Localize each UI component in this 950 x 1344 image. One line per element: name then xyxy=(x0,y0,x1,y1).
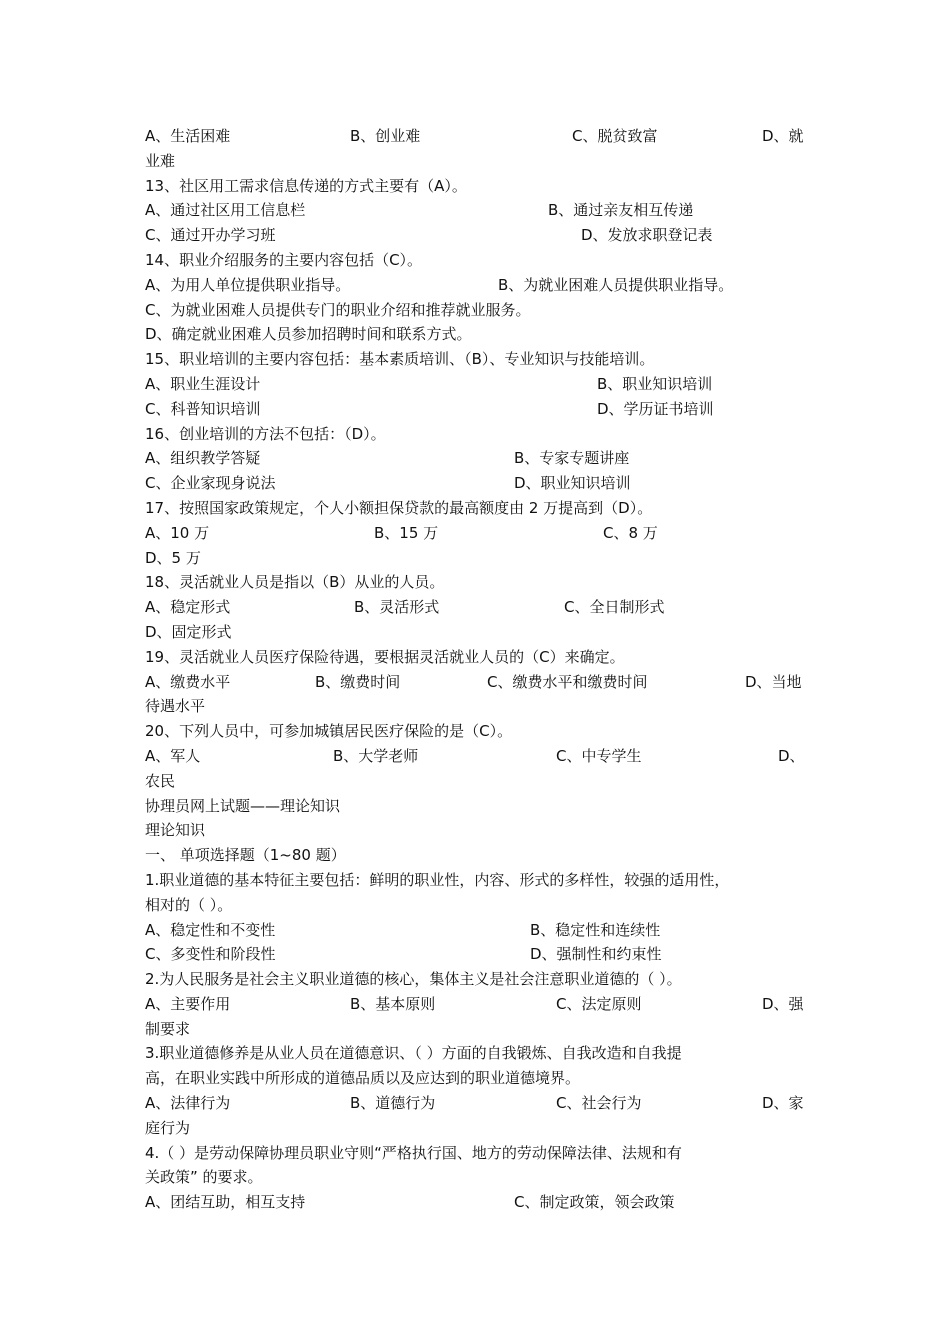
option-text: C、8 万 xyxy=(603,523,658,542)
option-text: A、为用人单位提供职业指导。 xyxy=(145,275,351,294)
option-text: A、团结互助，相互支持 xyxy=(145,1193,306,1212)
option-line xyxy=(145,471,807,496)
option-text: A、缴费水平 xyxy=(145,672,231,691)
line-text: 18、灵活就业人员是指以（B）从业的人员。 xyxy=(145,573,445,592)
text-line xyxy=(145,1017,807,1042)
line-text: 制要求 xyxy=(145,1019,191,1038)
text-line xyxy=(145,719,807,744)
option-line xyxy=(145,521,807,546)
option-line xyxy=(145,918,807,943)
line-text: 1.职业道德的基本特征主要包括：鲜明的职业性，内容、形式的多样性，较强的适用性， xyxy=(145,870,730,889)
option-text: C、通过开办学习班 xyxy=(145,226,276,245)
option-line xyxy=(145,273,807,298)
line-text: D、固定形式 xyxy=(145,622,232,641)
option-text: D、职业知识培训 xyxy=(514,474,631,493)
option-line xyxy=(145,1190,807,1215)
option-text: A、10 万 xyxy=(145,523,210,542)
option-line xyxy=(145,198,807,223)
option-line xyxy=(145,372,807,397)
line-text: 19、灵活就业人员医疗保险待遇，要根据灵活就业人员的（C）来确定。 xyxy=(145,647,625,666)
document-page xyxy=(145,124,807,1215)
option-text: A、稳定性和不变性 xyxy=(145,920,276,939)
line-text: 16、创业培训的方法不包括：（D）。 xyxy=(145,424,386,443)
text-line xyxy=(145,645,807,670)
text-line xyxy=(145,149,807,174)
line-text: 20、下列人员中，可参加城镇居民医疗保险的是（C）。 xyxy=(145,722,513,741)
line-text: 13、社区用工需求信息传递的方式主要有（A）。 xyxy=(145,176,467,195)
text-line xyxy=(145,496,807,521)
text-line xyxy=(145,843,807,868)
option-text: C、缴费水平和缴费时间 xyxy=(487,672,648,691)
option-text: D、当地 xyxy=(745,672,802,691)
option-line xyxy=(145,992,807,1017)
option-text: A、通过社区用工信息栏 xyxy=(145,201,306,220)
option-text: C、制定政策，领会政策 xyxy=(514,1193,675,1212)
option-line xyxy=(145,124,807,149)
option-line xyxy=(145,744,807,769)
text-line xyxy=(145,347,807,372)
text-line xyxy=(145,174,807,199)
option-text: D、 xyxy=(778,746,805,765)
option-text: B、基本原则 xyxy=(350,994,436,1013)
text-line xyxy=(145,422,807,447)
text-line xyxy=(145,322,807,347)
option-text: D、家 xyxy=(762,1094,804,1113)
line-text: 15、职业培训的主要内容包括：基本素质培训、（B）、专业知识与技能培训。 xyxy=(145,350,655,369)
line-text: 高，在职业实践中所形成的道德品质以及应达到的职业道德境界。 xyxy=(145,1069,581,1088)
option-text: B、15 万 xyxy=(374,523,439,542)
text-line xyxy=(145,694,807,719)
text-line xyxy=(145,1116,807,1141)
option-text: C、多变性和阶段性 xyxy=(145,945,276,964)
text-line xyxy=(145,818,807,843)
text-line xyxy=(145,1141,807,1166)
option-line xyxy=(145,1091,807,1116)
option-line xyxy=(145,397,807,422)
text-line xyxy=(145,1165,807,1190)
text-line xyxy=(145,1066,807,1091)
option-text: C、社会行为 xyxy=(556,1094,642,1113)
option-text: A、主要作用 xyxy=(145,994,231,1013)
line-text: 待遇水平 xyxy=(145,697,206,716)
option-text: A、生活困难 xyxy=(145,127,231,145)
option-text: B、大学老师 xyxy=(333,746,419,765)
option-text: C、中专学生 xyxy=(556,746,642,765)
text-line xyxy=(145,620,807,645)
option-text: D、就 xyxy=(762,127,804,145)
option-text: D、强 xyxy=(762,994,804,1013)
line-text: 4.（ ）是劳动保障协理员职业守则“严格执行国、地方的劳动保障法律、法规和有 xyxy=(145,1143,682,1162)
text-line xyxy=(145,570,807,595)
option-text: A、组织教学答疑 xyxy=(145,449,261,468)
option-text: A、军人 xyxy=(145,746,201,765)
option-text: C、脱贫致富 xyxy=(572,127,658,145)
line-text: 理论知识 xyxy=(145,821,206,840)
line-text: 庭行为 xyxy=(145,1118,191,1137)
option-text: A、稳定形式 xyxy=(145,598,231,617)
option-text: B、道德行为 xyxy=(350,1094,436,1113)
text-line xyxy=(145,893,807,918)
line-text: 14、职业介绍服务的主要内容包括（C）。 xyxy=(145,250,423,269)
text-line xyxy=(145,967,807,992)
line-text: 2.为人民服务是社会主义职业道德的核心，集体主义是社会注意职业道德的（ ）。 xyxy=(145,970,682,989)
option-text: B、缴费时间 xyxy=(315,672,401,691)
line-text: D、确定就业困难人员参加招聘时间和联系方式。 xyxy=(145,325,472,344)
text-line xyxy=(145,769,807,794)
option-text: B、为就业困难人员提供职业指导。 xyxy=(498,275,734,294)
option-text: A、职业生涯设计 xyxy=(145,374,261,393)
line-text: 17、按照国家政策规定，个人小额担保贷款的最高额度由 2 万提高到（D）。 xyxy=(145,498,653,517)
option-line xyxy=(145,223,807,248)
line-text: D、5 万 xyxy=(145,548,201,567)
option-text: D、发放求职登记表 xyxy=(581,226,713,245)
text-line xyxy=(145,298,807,323)
option-text: B、专家专题讲座 xyxy=(514,449,630,468)
option-text: D、学历证书培训 xyxy=(597,399,714,418)
line-text: C、为就业困难人员提供专门的职业介绍和推荐就业服务。 xyxy=(145,300,531,319)
option-line xyxy=(145,446,807,471)
option-text: D、强制性和约束性 xyxy=(530,945,662,964)
line-text: 协理员网上试题——理论知识 xyxy=(145,796,341,815)
option-text: A、法律行为 xyxy=(145,1094,231,1113)
option-text: B、稳定性和连续性 xyxy=(530,920,661,939)
text-line xyxy=(145,1041,807,1066)
option-text: C、全日制形式 xyxy=(564,598,665,617)
option-line xyxy=(145,670,807,695)
option-line xyxy=(145,595,807,620)
option-text: B、灵活形式 xyxy=(354,598,440,617)
text-line xyxy=(145,248,807,273)
line-text: 3.职业道德修养是从业人员在道德意识、（ ）方面的自我锻炼、自我改造和自我提 xyxy=(145,1044,682,1063)
option-text: C、企业家现身说法 xyxy=(145,474,276,493)
option-text: B、通过亲友相互传递 xyxy=(548,201,694,220)
line-text: 相对的（ ）。 xyxy=(145,895,233,914)
line-text: 关政策” 的要求。 xyxy=(145,1168,263,1187)
text-line xyxy=(145,546,807,571)
option-text: B、职业知识培训 xyxy=(597,374,713,393)
text-line xyxy=(145,794,807,819)
line-text: 农民 xyxy=(145,771,176,790)
text-line xyxy=(145,868,807,893)
line-text: 业难 xyxy=(145,151,176,170)
option-text: C、科普知识培训 xyxy=(145,399,261,418)
option-text: C、法定原则 xyxy=(556,994,642,1013)
option-text: B、创业难 xyxy=(350,127,421,145)
line-text: 一、 单项选择题（1~80 题） xyxy=(145,846,346,865)
option-line xyxy=(145,942,807,967)
